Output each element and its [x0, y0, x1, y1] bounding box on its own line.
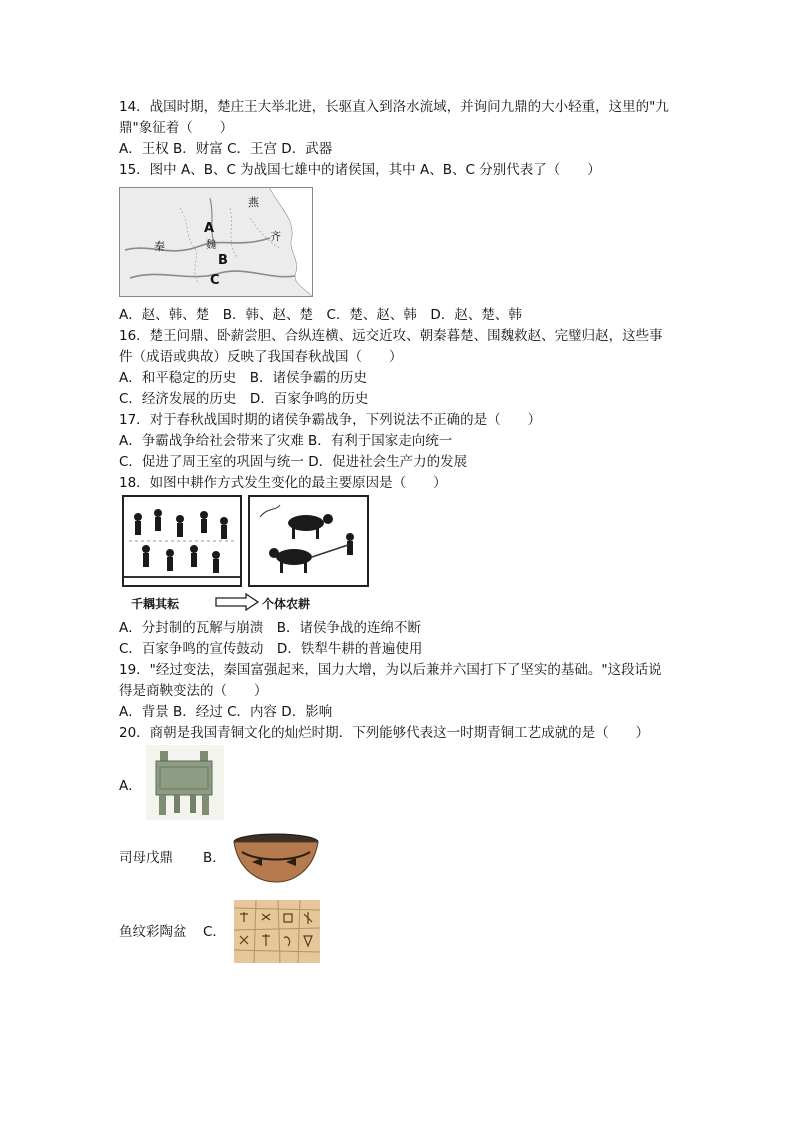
ding-vessel-drawing: [146, 745, 224, 820]
q14-stem-line1: 14．战国时期，楚庄王大举北进，长驱直入到洛水流域，并询问九鼎的大小轻重，这里的"九: [119, 99, 669, 115]
pottery-basin-drawing: [228, 828, 324, 888]
q17-stem: 17．对于春秋战国时期的诸侯争霸战争，下列说法不正确的是（ ）: [119, 412, 542, 428]
q16-options-cd: C．经济发展的历史 D．百家争鸣的历史: [119, 391, 369, 407]
fish-pattern-pottery-basin-image: [228, 828, 324, 888]
q18-options-cd: C．百家争鸣的宣传鼓动 D．铁犁牛耕的普遍使用: [119, 641, 423, 657]
group-farming-drawing: [124, 497, 240, 585]
oracle-bone-inscription-image: [234, 900, 320, 963]
q15-stem: 15．图中 A、B、C 为战国七雄中的诸侯国，其中 A、B、C 分别代表了（ ）: [119, 162, 601, 178]
q20-option-c-label: C．: [203, 924, 226, 940]
q14-options: A．王权 B．财富 C．王宫 D．武器: [119, 141, 333, 157]
q19-stem-line2: 得是商鞅变法的（ ）: [119, 683, 268, 699]
q18-caption-right: 个体农耕: [262, 597, 311, 611]
q16-options-ab: A．和平稳定的历史 B．诸侯争霸的历史: [119, 370, 367, 386]
q14-stem-line2: 鼎"象征着（ ）: [119, 120, 234, 136]
q15-options: A．赵、韩、楚 B．韩、赵、楚 C．楚、赵、韩 D．赵、楚、韩: [119, 307, 522, 323]
ox-plough-drawing: [250, 497, 367, 585]
map-label-a: A: [204, 221, 215, 236]
map-label-qi: 齐: [270, 230, 281, 243]
farming-image-ox-plough: [248, 495, 369, 587]
bronze-ding-image: [146, 745, 224, 820]
map-label-b: B: [218, 253, 228, 268]
q20-stem: 20．商朝是我国青铜文化的灿烂时期．下列能够代表这一时期青铜工艺成就的是（ ）: [119, 725, 650, 741]
map-label-c: C: [210, 273, 220, 288]
map-label-wei: 魏: [206, 240, 216, 251]
q20-option-b-label: B．: [203, 850, 226, 866]
map-label-qin: 秦: [154, 240, 165, 253]
q16-stem-line1: 16．楚王问鼎、卧薪尝胆、合纵连横、远交近攻、朝秦暮楚、围魏救赵、完璧归赵，这些事: [119, 328, 663, 344]
farming-image-group-work: [122, 495, 242, 587]
warring-states-map: [119, 187, 313, 297]
q20-option-a-name: 司母戊鼎: [119, 850, 173, 866]
q18-stem: 18．如图中耕作方式发生变化的最主要原因是（ ）: [119, 475, 447, 491]
arrow-right-icon: [214, 593, 260, 611]
q19-options: A．背景 B．经过 C．内容 D．影响: [119, 704, 333, 720]
q19-stem-line1: 19．"经过变法，秦国富强起来，国力大增，为以后兼并六国打下了坚实的基础。"这段话说: [119, 662, 662, 678]
q18-caption-left: 千耦其耘: [131, 597, 180, 611]
oracle-bone-drawing: [234, 900, 320, 963]
q17-options-cd: C．促进了周王室的巩固与统一 D．促进社会生产力的发展: [119, 454, 468, 470]
map-drawing: [120, 188, 312, 296]
q17-options-ab: A．争霸战争给社会带来了灾难 B．有利于国家走向统一: [119, 433, 453, 449]
map-label-yan: 燕: [248, 196, 259, 209]
q18-options-ab: A．分封制的瓦解与崩溃 B．诸侯争战的连绵不断: [119, 620, 421, 636]
q20-option-b-name: 鱼纹彩陶盆: [119, 924, 187, 940]
q20-option-a-label: A．: [119, 778, 142, 794]
q16-stem-line2: 件（成语或典故）反映了我国春秋战国（ ）: [119, 349, 403, 365]
